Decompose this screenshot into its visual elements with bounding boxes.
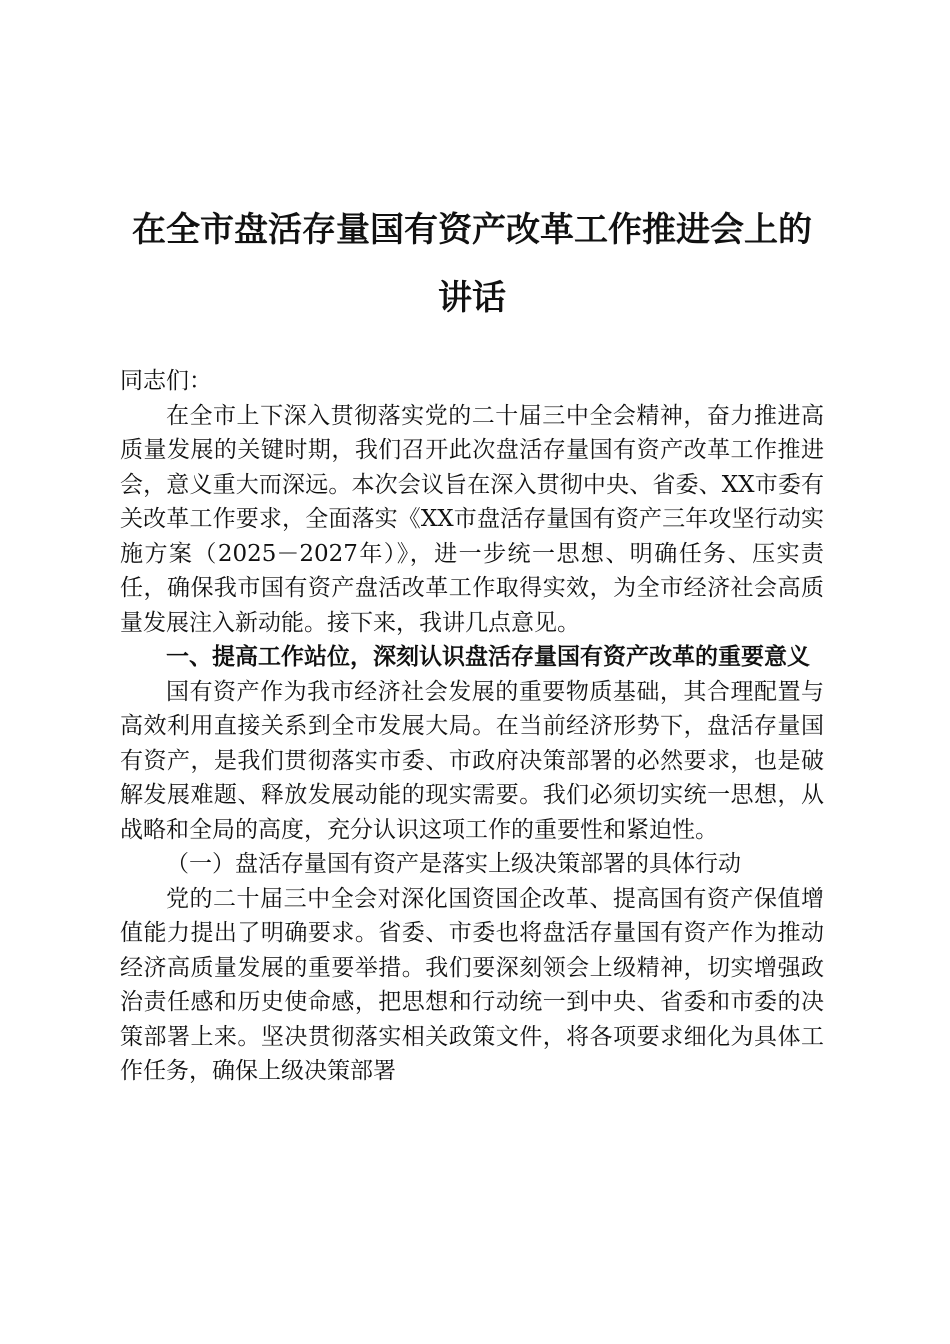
title-line-2: 讲话 xyxy=(438,278,506,318)
title-line-1: 在全市盘活存量国有资产改革工作推进会上的 xyxy=(132,210,812,250)
subsection-1-paragraph: 党的二十届三中全会对深化国资国企改革、提高国有资产保值增值能力提出了明确要求。省委、市委也将盘活存量国有资产作为推动经济高质量发展的重要举措。我们要深刻领会上级精神，切实增强政治责任感和历史使命感，把思想和行动统一到中央、省委和市委的决策部署上来。坚决贯彻落实相关政策文件，将各项要求细化为具体工作任务，确保上级决策部署 xyxy=(120,885,824,1084)
section-1-paragraph: 国有资产作为我市经济社会发展的重要物质基础，其合理配置与高效利用直接关系到全市发展大局。在当前经济形势下，盘活存量国有资产，是我们贯彻落实市委、市政府决策部署的必然要求，也是破解发展难题、释放发展动能的现实需要。我们必须切实统一思想，从战略和全局的高度，充分认识这项工作的重要性和紧迫性。 xyxy=(120,678,824,843)
document-title xyxy=(120,196,824,332)
intro-paragraph: 在全市上下深入贯彻落实党的二十届三中全会精神，奋力推进高质量发展的关键时期，我们召开此次盘活存量国有资产改革工作推进会，意义重大而深远。本次会议旨在深入贯彻中央、省委、XX市委有关改革工作要求，全面落实《XX市盘活存量国有资产三年攻坚行动实施方案（2025－2027年）》，进一步统一思想、明确任务、压实责任，确保我市国有资产盘活改革工作取得实效，为全市经济社会高质量发展注入新动能。接下来，我讲几点意见。 xyxy=(120,402,824,636)
document-body xyxy=(120,364,824,1089)
section-heading-1: 一、提高工作站位，深刻认识盘活存量国有资产改革的重要意义 xyxy=(166,644,810,670)
subsection-heading-1: （一）盘活存量国有资产是落实上级决策部署的具体行动 xyxy=(166,851,741,877)
salutation: 同志们： xyxy=(120,368,212,394)
